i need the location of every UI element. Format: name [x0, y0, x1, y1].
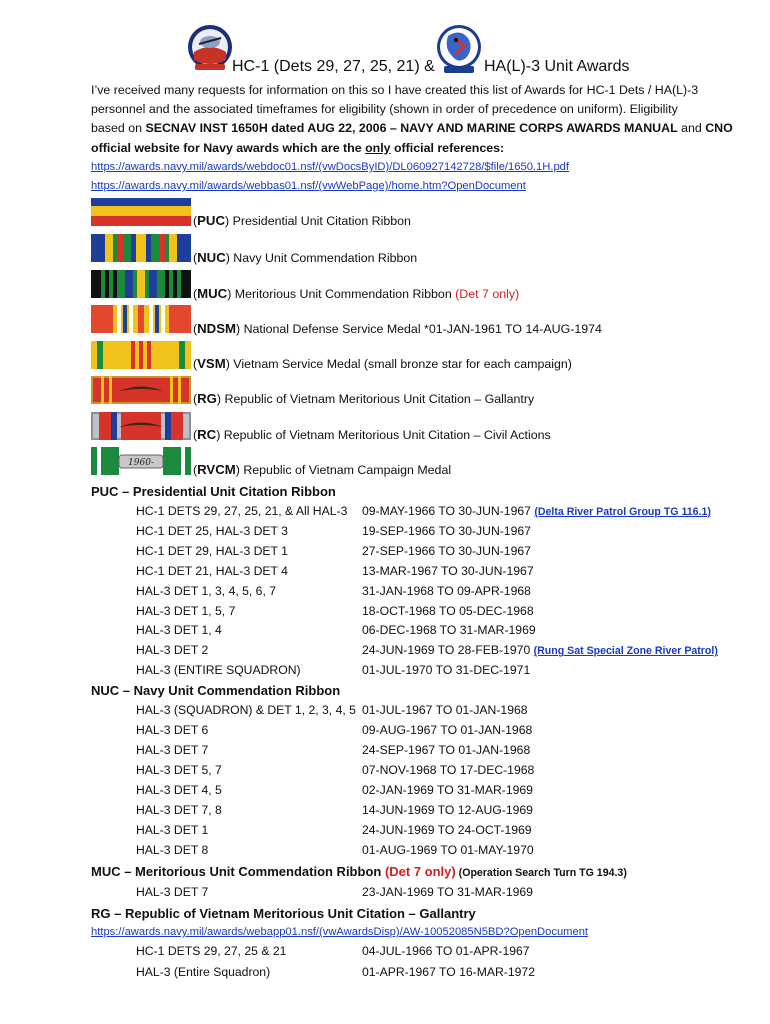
ndsm-ribbon	[91, 305, 191, 338]
date-text: 09-AUG-1967 TO 01-JAN-1968	[362, 723, 533, 737]
row-date-range	[362, 723, 532, 737]
date-text: 06-DEC-1968 TO 31-MAR-1969	[362, 623, 536, 638]
row-date-range	[362, 663, 530, 677]
rg-section-title: RG – Republic of Vietnam Meritorious Unit Citation – Gallantry	[91, 906, 476, 921]
puc-section-title: PUC – Presidential Unit Citation Ribbon	[91, 484, 336, 499]
puc-ribbon	[91, 198, 191, 231]
rvcm-label: (RVCM) Republic of Vietnam Campaign Medal	[193, 462, 452, 477]
date-text: 18-OCT-1968 TO 05-DEC-1968	[362, 603, 534, 618]
row-date-range	[362, 604, 534, 618]
intro-paragraph	[91, 81, 733, 158]
row-date-range	[362, 965, 535, 979]
date-text: 24-SEP-1967 TO 01-JAN-1968	[362, 743, 531, 757]
date-text: 02-JAN-1969 TO 31-MAR-1969	[362, 783, 533, 797]
row-unit: HAL-3 DET 1, 5, 7	[136, 603, 236, 618]
date-text: 01-JUL-1970 TO 31-DEC-1971	[362, 663, 531, 678]
row-unit: HAL-3 (Entire Squadron)	[136, 965, 271, 979]
operation-link[interactable]: (Rung Sat Special Zone River Patrol)	[533, 645, 718, 658]
date-text: 14-JUN-1969 TO 12-AUG-1969	[362, 803, 533, 817]
date-text: 04-JUL-1966 TO 01-APR-1967	[362, 944, 530, 958]
vsm-label: (VSM) Vietnam Service Medal (small bronze star for each campaign)	[193, 356, 572, 371]
operation-link[interactable]: (Delta River Patrol Group TG 116.1)	[534, 506, 711, 518]
row-date-range	[362, 763, 534, 777]
rg-award-link[interactable]: https://awards.navy.mil/awards/webapp01.nsf/(vwAwardsDisp)/AW-10052085N5BD?OpenDocument	[91, 926, 589, 938]
row-date-range	[362, 743, 530, 757]
row-date-range	[362, 584, 531, 598]
row-unit: HAL-3 DET 2	[136, 643, 209, 658]
intro-line-4: official website for Navy awards which are the only official references:	[91, 140, 505, 155]
muc-label: (MUC) Meritorious Unit Commendation Ribbon (Det 7 only)	[193, 286, 520, 301]
intro-line-2: personnel and the associated timeframes for eligibility (shown in order of precedence on uniform). Eligibility	[91, 102, 678, 117]
ndsm-label: (NDSM) National Defense Service Medal *01-JAN-1961 TO 14-AUG-1974	[193, 321, 602, 336]
nuc-ribbon	[91, 234, 191, 267]
row-unit: HAL-3 DET 1	[136, 823, 209, 837]
row-date-range	[362, 803, 533, 817]
date-text: 27-SEP-1966 TO 30-JUN-1967	[362, 543, 531, 558]
muc-section-title: MUC – Meritorious Unit Commendation Ribbon (Det 7 only) (Operation Search Turn TG 194.3)	[91, 864, 627, 879]
date-text: 01-AUG-1969 TO 01-MAY-1970	[362, 843, 534, 857]
date-text: 24-JUN-1969 TO 24-OCT-1969	[362, 823, 532, 837]
date-text: 07-NOV-1968 TO 17-DEC-1968	[362, 763, 535, 777]
rc-ribbon	[91, 412, 191, 445]
date-text: 23-JAN-1969 TO 31-MAR-1969	[362, 885, 533, 899]
date-text: 19-SEP-1966 TO 30-JUN-1967	[362, 523, 531, 538]
date-text: 13-MAR-1967 TO 30-JUN-1967	[362, 563, 534, 578]
puc-label: (PUC) Presidential Unit Citation Ribbon	[193, 213, 411, 228]
row-date-range	[362, 504, 711, 518]
hal3-logo	[436, 24, 482, 81]
row-date-range	[362, 843, 534, 857]
nuc-section-title: NUC – Navy Unit Commendation Ribbon	[91, 683, 341, 698]
row-unit: HC-1 DETS 29, 27, 25 & 21	[136, 944, 287, 958]
row-unit: HAL-3 DET 6	[136, 723, 209, 737]
awards-manual-link[interactable]: https://awards.navy.mil/awards/webdoc01.nsf/(vwDocsByID)/DL060927142728/$file/1650.1H.pdf	[91, 161, 570, 173]
row-date-range	[362, 544, 531, 558]
date-text: 24-JUN-1969 TO 28-FEB-1970	[362, 643, 531, 658]
row-unit: HAL-3 DET 4, 5	[136, 783, 222, 797]
row-unit: HAL-3 DET 5, 7	[136, 763, 222, 777]
row-date-range	[362, 783, 533, 797]
row-unit: HAL-3 DET 1, 3, 4, 5, 6, 7	[136, 583, 277, 598]
hc1-logo	[187, 24, 233, 79]
rg-ribbon	[91, 376, 191, 409]
row-unit: HAL-3 DET 1, 4	[136, 623, 222, 638]
row-unit: HAL-3 DET 8	[136, 843, 209, 857]
row-date-range	[362, 564, 534, 578]
row-date-range	[362, 823, 532, 837]
row-unit: HC-1 DETS 29, 27, 25, 21, & All HAL-3	[136, 504, 348, 518]
row-unit: HC-1 DET 25, HAL-3 DET 3	[136, 523, 288, 538]
row-date-range	[362, 524, 531, 538]
row-unit: HC-1 DET 21, HAL-3 DET 4	[136, 563, 288, 578]
row-date-range	[362, 944, 530, 958]
awards-website-link[interactable]: https://awards.navy.mil/awards/webbas01.nsf/(vwWebPage)/home.htm?OpenDocument	[91, 180, 526, 192]
row-date-range	[362, 885, 533, 899]
rvcm-bar-text: 1960-	[128, 458, 154, 468]
row-date-range	[362, 623, 536, 637]
row-date-range	[362, 643, 718, 657]
row-date-range	[362, 703, 528, 717]
title-right: HA(L)-3 Unit Awards	[484, 58, 630, 75]
vsm-ribbon	[91, 341, 191, 374]
row-unit: HC-1 DET 29, HAL-3 DET 1	[136, 543, 288, 558]
nuc-label: (NUC) Navy Unit Commendation Ribbon	[193, 250, 418, 265]
muc-ribbon	[91, 270, 191, 303]
intro-line-3: based on SECNAV INST 1650H dated AUG 22, 2006 – NAVY AND MARINE CORPS AWARDS MANUAL and CNO	[91, 121, 733, 136]
row-unit: HAL-3 (SQUADRON) & DET 1, 2, 3, 4, 5	[136, 703, 356, 717]
title-left: HC-1 (Dets 29, 27, 25, 21) &	[232, 58, 435, 75]
date-text: 01-APR-1967 TO 16-MAR-1972	[362, 965, 535, 979]
date-text: 01-JUL-1967 TO 01-JAN-1968	[362, 703, 528, 717]
row-unit: HAL-3 DET 7	[136, 885, 209, 899]
intro-line-1: I’ve received many requests for information on this so I have created this list of Awards for HC-1 Dets / HA(L)-3	[91, 83, 699, 97]
row-unit: HAL-3 (ENTIRE SQUADRON)	[136, 663, 301, 678]
date-text: 31-JAN-1968 TO 09-APR-1968	[362, 583, 531, 598]
rc-label: (RC) Republic of Vietnam Meritorious Unit Citation – Civil Actions	[193, 427, 551, 442]
rg-label: (RG) Republic of Vietnam Meritorious Unit Citation – Gallantry	[193, 391, 535, 406]
row-unit: HAL-3 DET 7, 8	[136, 803, 222, 817]
rvcm-ribbon	[91, 447, 191, 480]
date-text: 09-MAY-1966 TO 30-JUN-1967	[362, 504, 531, 518]
row-unit: HAL-3 DET 7	[136, 743, 209, 757]
